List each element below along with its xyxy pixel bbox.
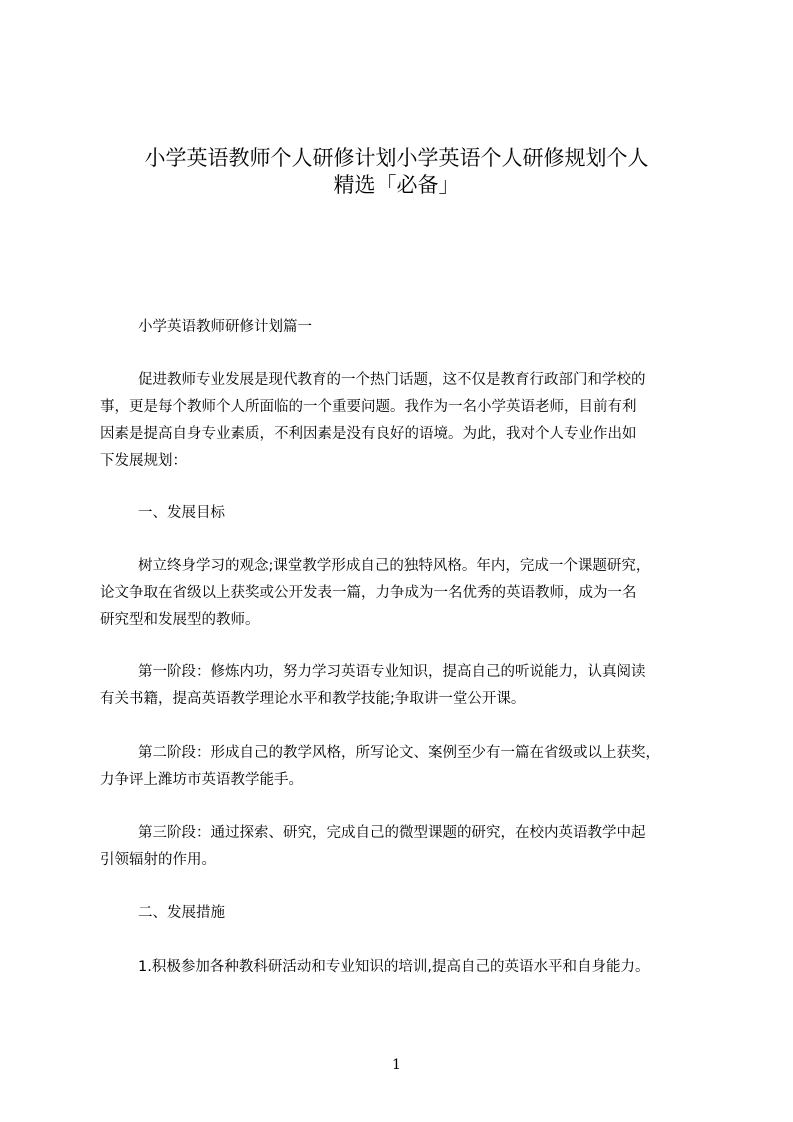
section-heading-text: 小学英语教师研修计划篇一 bbox=[138, 319, 312, 335]
goal-line: 树立终身学习的观念;课堂教学形成自己的独特风格。年内，完成一个课题研究， bbox=[138, 558, 651, 574]
document-title-line-1: 小学英语教师个人研修计划小学英语个人研修规划个人 bbox=[144, 146, 649, 170]
intro-line: 下发展规划： bbox=[100, 453, 187, 469]
heading-development-goals-text: 一、发展目标 bbox=[138, 505, 225, 521]
measure-1-line: 1.积极参加各种教科研活动和专业知识的培训,提高自己的英语水平和自身能力。 bbox=[138, 959, 650, 975]
intro-line: 促进教师专业发展是现代教育的一个热门话题，这不仅是教育行政部门和学校的 bbox=[138, 372, 646, 388]
goal-line: 论文争取在省级以上获奖或公开发表一篇，力争成为一名优秀的英语教师，成为一名 bbox=[100, 585, 637, 601]
stage-1-line: 第一阶段：修炼内功，努力学习英语专业知识，提高自己的听说能力，认真阅读 bbox=[138, 664, 646, 680]
stage-3-paragraph bbox=[100, 820, 700, 874]
heading-development-measures-text: 二、发展措施 bbox=[138, 905, 225, 921]
stage-2-paragraph bbox=[100, 740, 700, 794]
document-title-line-2: 精选「必备」 bbox=[333, 173, 460, 197]
intro-line: 事，更是每个教师个人所面临的一个重要问题。我作为一名小学英语老师，目前有利 bbox=[100, 399, 637, 415]
measure-1-paragraph bbox=[100, 954, 700, 981]
stage-3-line: 第三阶段：通过探索、研究，完成自己的微型课题的研究，在校内英语教学中起 bbox=[138, 825, 646, 841]
goal-paragraph bbox=[100, 553, 700, 634]
intro-paragraph bbox=[100, 367, 700, 475]
intro-line: 因素是提高自身专业素质，不利因素是没有良好的语境。为此，我对个人专业作出如 bbox=[100, 426, 637, 442]
heading-development-goals bbox=[100, 500, 700, 527]
stage-3-line: 引领辐射的作用。 bbox=[100, 852, 216, 868]
goal-line: 研究型和发展型的教师。 bbox=[100, 612, 260, 628]
section-heading bbox=[100, 314, 700, 341]
stage-2-line: 第二阶段：形成自己的教学风格，所写论文、案例至少有一篇在省级或以上获奖， bbox=[138, 745, 660, 761]
stage-2-line: 力争评上潍坊市英语教学能手。 bbox=[100, 772, 303, 788]
stage-1-paragraph bbox=[100, 659, 700, 713]
page-number: 1 bbox=[392, 1057, 401, 1073]
stage-1-line: 有关书籍，提高英语教学理论水平和教学技能;争取讲一堂公开课。 bbox=[100, 691, 526, 707]
heading-development-measures bbox=[100, 900, 700, 927]
